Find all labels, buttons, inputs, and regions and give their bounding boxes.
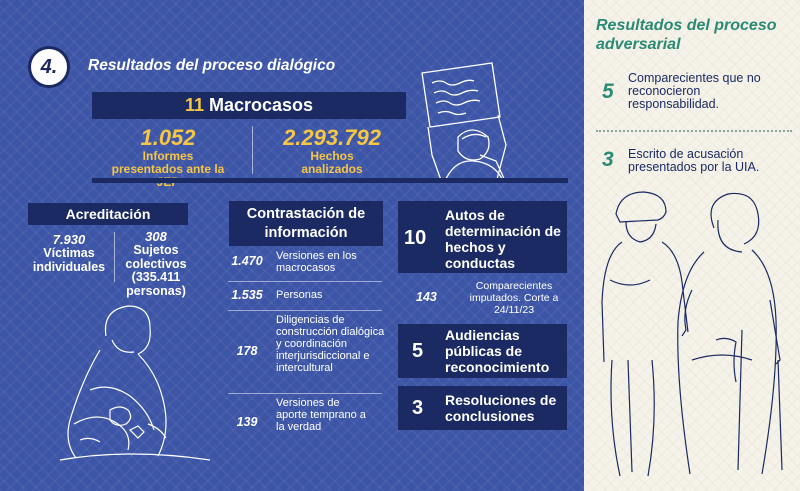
row-divider <box>228 393 382 394</box>
macrocasos-banner <box>92 92 406 119</box>
victimas-value: 7.930 <box>52 232 86 247</box>
audiencias-label: Audiencias públicas de reconocimiento <box>445 327 550 375</box>
macrocasos-label: Macrocasos <box>208 95 314 115</box>
header-underline <box>92 178 568 183</box>
contrastacion-title: Contrastación de información <box>229 201 383 246</box>
adversarial-value: 5 <box>602 80 614 103</box>
row-label: Personas <box>276 289 323 301</box>
row-value: 178 <box>236 344 258 358</box>
row-value: 1.535 <box>231 288 263 302</box>
stat-divider <box>252 126 253 174</box>
row-label: Diligencias de construcción dialógica y coordinación interjurisdiccional e intercultural <box>276 314 385 374</box>
adversarial-item-escrito <box>600 146 796 180</box>
audiencias-value: 5 <box>412 340 424 362</box>
step-number-badge: 4. <box>28 46 70 88</box>
row-value: 1.470 <box>231 254 263 268</box>
row-divider <box>228 310 382 311</box>
audiencias-box <box>398 324 567 378</box>
resoluciones-value: 3 <box>412 397 424 419</box>
resoluciones-label: Resoluciones de conclusiones <box>445 392 557 424</box>
mother-child-illustration <box>40 300 210 468</box>
sujetos-label: Sujetos colectivos (335.411 personas) <box>125 243 187 298</box>
section-title: Resultados del proceso dialógico <box>88 57 336 74</box>
victimas-label: Víctimas individuales <box>32 246 106 274</box>
resoluciones-box <box>398 386 567 430</box>
comparecientes-value: 143 <box>416 290 437 304</box>
adversarial-item-comparecientes <box>600 72 796 116</box>
informes-value: 1.052 <box>140 125 196 150</box>
adversarial-title: Resultados del proceso adversarial <box>596 17 777 53</box>
autos-label: Autos de determinación de hechos y conductas <box>445 207 561 271</box>
elderly-couple-illustration <box>592 180 796 486</box>
macrocasos-number: 11 <box>184 95 204 115</box>
row-label: Versiones en los macrocasos <box>276 250 357 274</box>
victimas-stat <box>24 232 114 274</box>
sujetos-stat <box>118 229 194 298</box>
adversarial-label: Escrito de acusación presentados por la UIA. <box>628 147 760 174</box>
contrastacion-row-versiones <box>222 250 382 276</box>
contrastacion-row-personas <box>222 288 382 304</box>
acreditacion-divider <box>114 232 115 282</box>
adversarial-divider <box>596 130 792 132</box>
autos-value: 10 <box>404 227 427 249</box>
sujetos-value: 308 <box>145 229 167 244</box>
row-label: Versiones de aporte temprano a la verdad <box>276 397 366 433</box>
informes-label: Informes presentados ante la <box>111 149 225 176</box>
protester-illustration <box>410 55 570 185</box>
adversarial-value: 3 <box>602 148 614 171</box>
hechos-stat <box>262 126 402 176</box>
comparecientes-label: Comparecientes imputados. Corte a 24/11/23 <box>469 280 559 316</box>
hechos-value: 2.293.792 <box>283 125 381 150</box>
autos-box <box>398 201 567 273</box>
adversarial-label: Comparecientes que no reconocieron responsabilidad. <box>628 71 761 111</box>
contrastacion-row-aporte <box>222 397 382 447</box>
contrastacion-row-diligencias <box>222 314 385 390</box>
row-divider <box>228 281 382 282</box>
acreditacion-title: Acreditación <box>28 203 188 225</box>
hechos-label: Hechos analizados <box>301 149 363 176</box>
row-value: 139 <box>236 415 258 429</box>
